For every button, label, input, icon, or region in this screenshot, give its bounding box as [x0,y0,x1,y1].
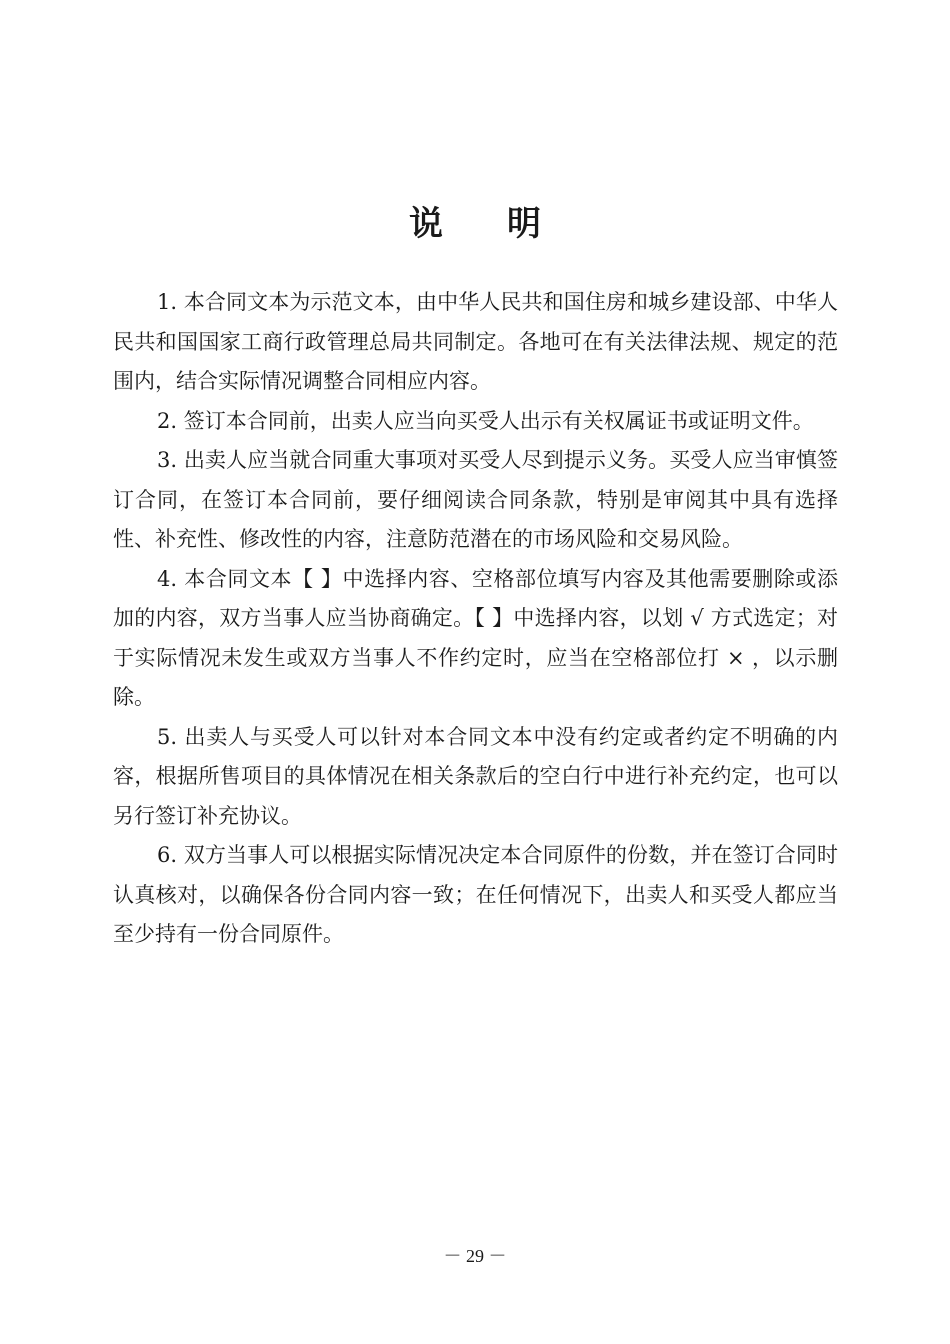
page-title [0,198,950,250]
instruction-paragraph-4: 4. 本合同文本【 】中选择内容、空格部位填写内容及其他需要删除或添加的内容，双方当事人应当协商确定。【 】中选择内容，以划 √ 方式选定；对于实际情况未发生或双方当事人不作约定时，应当在空格部位打 × ，以示删除。 [113,566,838,709]
instruction-paragraph-6: 6. 双方当事人可以根据实际情况决定本合同原件的份数，并在签订合同时认真核对，以确保各份合同内容一致；在任何情况下，出卖人和买受人都应当至少持有一份合同原件。 [113,843,838,946]
page-title-char-2: 明 [507,204,541,244]
instruction-paragraph-1: 1. 本合同文本为示范文本，由中华人民共和国住房和城乡建设部、中华人民共和国国家工商行政管理总局共同制定。各地可在有关法律法规、规定的范围内，结合实际情况调整合同相应内容。 [113,290,838,393]
instruction-paragraph-3: 3. 出卖人应当就合同重大事项对买受人尽到提示义务。买受人应当审慎签订合同，在签订本合同前，要仔细阅读合同条款，特别是审阅其中具有选择性、补充性、修改性的内容，注意防范潜在的市场风险和交易风险。 [113,448,838,551]
instruction-paragraph-2: 2. 签订本合同前，出卖人应当向买受人出示有关权属证书或证明文件。 [157,408,814,433]
instructions-body [113,283,838,955]
page-title-char-1: 说 [409,204,443,244]
page-number: － 29 － [443,1246,507,1266]
instruction-paragraph-5: 5. 出卖人与买受人可以针对本合同文本中没有约定或者约定不明确的内容，根据所售项目的具体情况在相关条款后的空白行中进行补充约定，也可以另行签订补充协议。 [113,724,838,828]
